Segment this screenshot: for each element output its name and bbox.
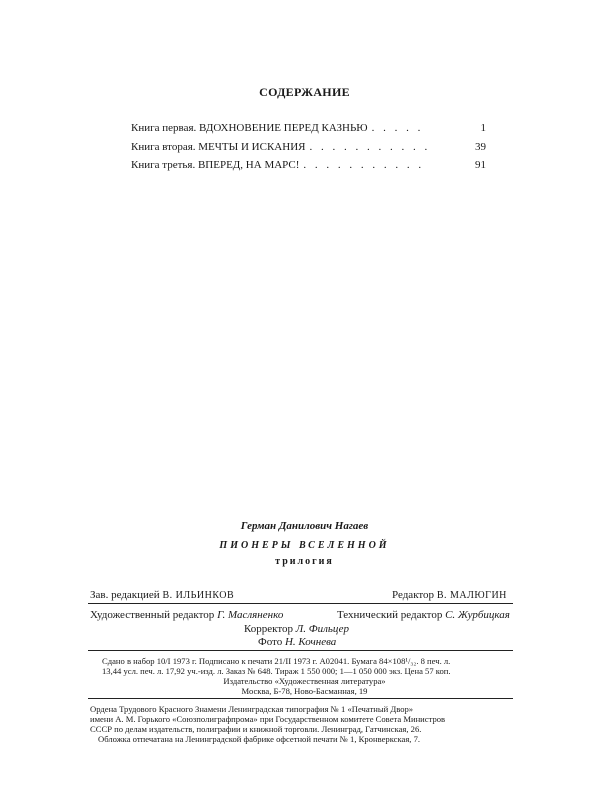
credit-tech-editor bbox=[337, 609, 510, 621]
credit-editor bbox=[392, 589, 507, 601]
toc-leader-dots: . . . . . bbox=[371, 122, 424, 134]
toc-entry bbox=[131, 159, 486, 175]
printer-info-line: имени А. М. Горького «Союзполиграфпрома» при Государственном комитете Совета Министров bbox=[90, 714, 446, 724]
printer-info-line: Обложка отпечатана на Ленинградской фабрике офсетной печати № 1, Кронверкская, 7. bbox=[98, 734, 421, 744]
book-subtitle: трилогия bbox=[275, 556, 334, 567]
toc-entry-label: Книга третья. ВПЕРЕД, НА МАРС! bbox=[131, 159, 300, 171]
credit-name: Н. Кочнева bbox=[284, 636, 337, 648]
toc-entry-label: Книга первая. ВДОХНОВЕНИЕ ПЕРЕД КАЗНЬЮ bbox=[131, 122, 368, 134]
publisher-address: Москва, Б-78, Ново-Басманная, 19 bbox=[241, 686, 368, 696]
toc-entry-label: Книга вторая. МЕЧТЫ И ИСКАНИЯ bbox=[131, 141, 306, 153]
divider bbox=[88, 698, 513, 699]
toc-leader-dots: . . . . . . . . . . . bbox=[309, 141, 431, 153]
credit-name: В. МАЛЮГИН bbox=[436, 590, 507, 601]
author-name: Герман Данилович Нагаев bbox=[240, 520, 369, 532]
credit-label: Зав. редакцией bbox=[90, 589, 160, 601]
credit-photo bbox=[258, 636, 336, 648]
publisher-name: Издательство «Художественная литература» bbox=[223, 676, 386, 686]
toc-entry bbox=[131, 141, 486, 157]
printer-info-line: Ордена Трудового Красного Знамени Ленинградская типография № 1 «Печатный Двор» bbox=[90, 704, 414, 714]
toc-entry-page: 39 bbox=[475, 141, 486, 153]
toc-title: СОДЕРЖАНИЕ bbox=[259, 85, 350, 99]
credit-name: Г. Масляненко bbox=[217, 609, 284, 621]
divider bbox=[88, 650, 513, 651]
credit-label: Художественный редактор bbox=[90, 609, 215, 621]
toc-entry bbox=[131, 122, 486, 138]
credit-name: Л. Фильцер bbox=[295, 623, 350, 635]
toc-entry-page: 1 bbox=[480, 122, 486, 134]
credit-label: Корректор bbox=[244, 623, 294, 635]
toc-entry-page: 91 bbox=[475, 159, 486, 171]
credit-name: С. Журбицкая bbox=[445, 609, 510, 621]
printer-info-line: СССР по делам издательств, полиграфии и книжной торговли. Ленинград, Гатчинская, 26. bbox=[90, 724, 422, 734]
print-details-line: 13,44 усл. печ. л. 17,92 уч.-изд. л. Заказ № 648. Тираж 1 550 000; 1—1 050 000 экз. Цена 57 коп. bbox=[102, 666, 451, 676]
credit-label: Фото bbox=[258, 636, 283, 648]
credit-proofreader bbox=[244, 623, 349, 635]
toc-leader-dots: . . . . . . . . . . . bbox=[303, 159, 425, 171]
credit-art-editor bbox=[90, 609, 283, 621]
print-details-line: Сдано в набор 10/I 1973 г. Подписано к печати 21/II 1973 г. А02041. Бумага 84×108¹/₃₂. 8 печ. л. bbox=[102, 656, 451, 666]
book-title: ПИОНЕРЫ ВСЕЛЕННОЙ bbox=[219, 540, 390, 551]
credit-head-of-editorial bbox=[90, 589, 234, 601]
credit-label: Технический редактор bbox=[337, 609, 443, 621]
credit-name: В. ИЛЬИНКОВ bbox=[162, 590, 235, 601]
divider bbox=[88, 603, 513, 604]
credit-label: Редактор bbox=[392, 589, 435, 601]
